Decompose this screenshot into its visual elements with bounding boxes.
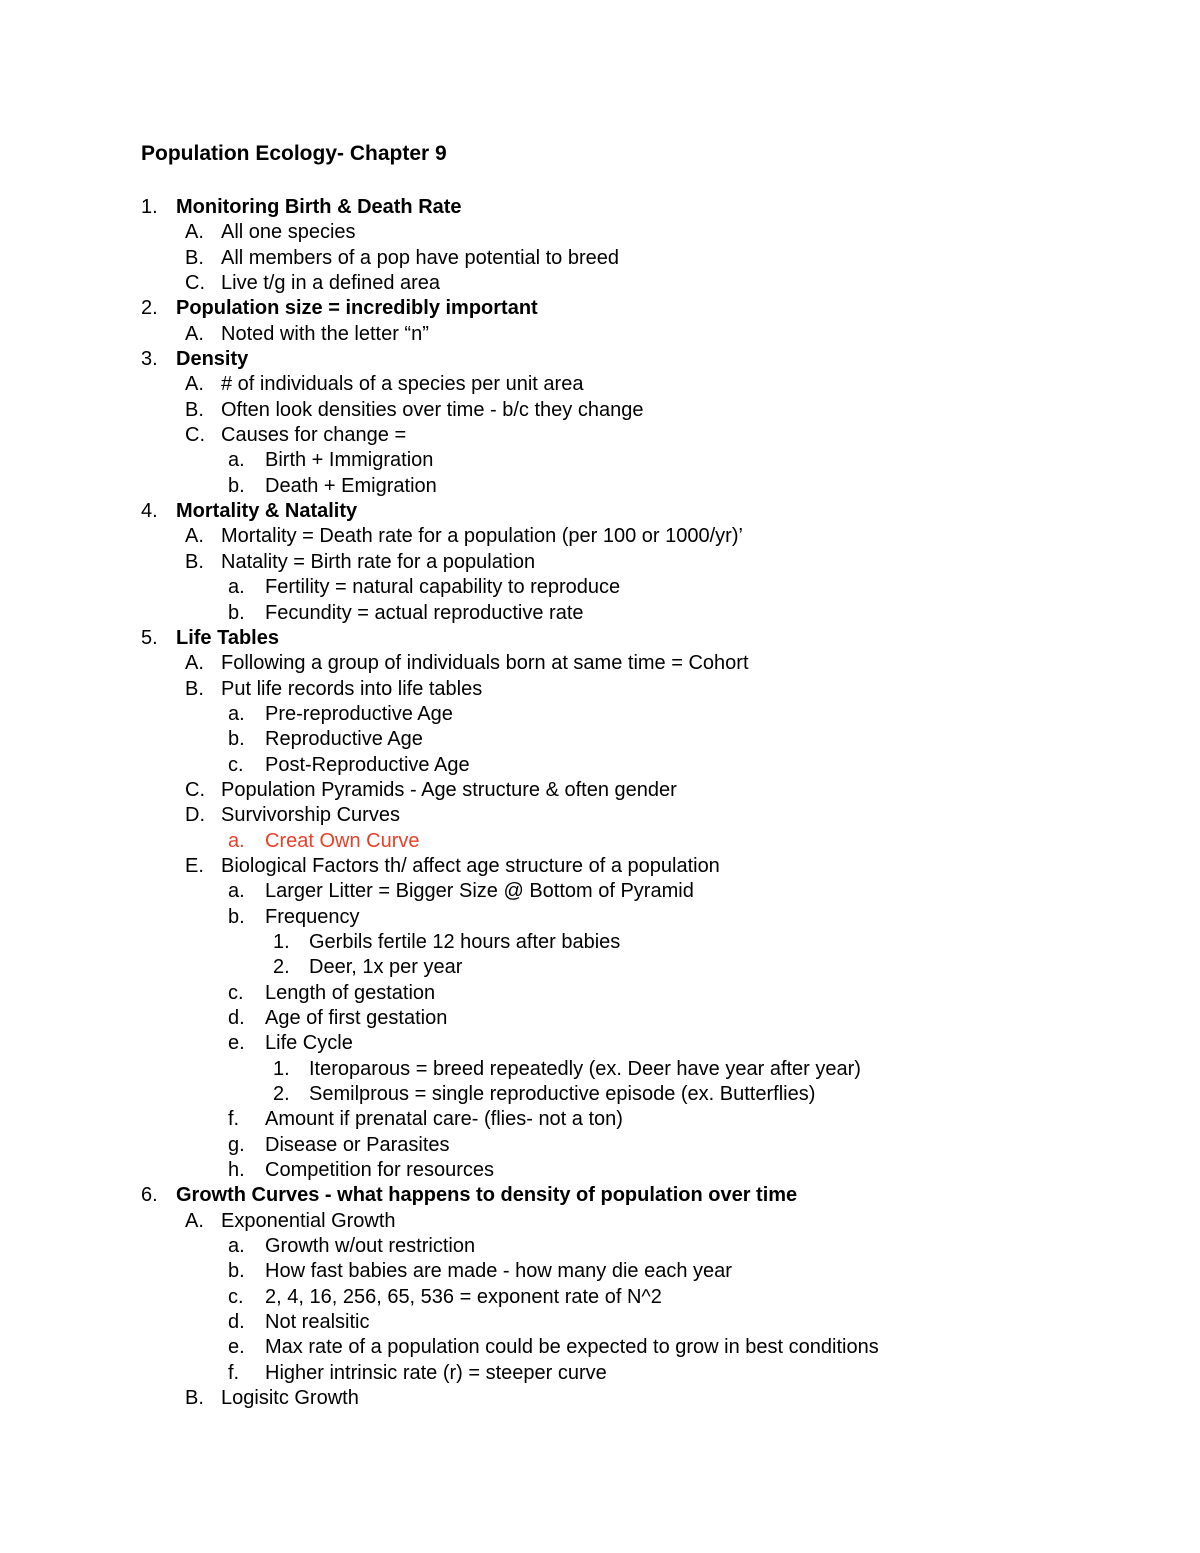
outline-text: Death + Emigration	[265, 474, 437, 497]
outline-marker: d.	[228, 1007, 245, 1029]
outline-text: Pre-reproductive Age	[265, 702, 453, 725]
outline-text: Population Pyramids - Age structure & often gender	[221, 778, 677, 801]
outline-marker: A.	[185, 373, 204, 396]
outline-item-level-3	[0, 1133, 1200, 1158]
outline-text: Growth Curves - what happens to density of population over time	[176, 1184, 798, 1207]
outline-marker: 4.	[141, 500, 158, 523]
outline-item-level-3	[0, 981, 1200, 1006]
outline-list	[0, 195, 1200, 1412]
outline-marker: 3.	[141, 348, 158, 371]
outline-item-level-3	[0, 1107, 1200, 1132]
document-title: Population Ecology- Chapter 9	[141, 142, 447, 165]
outline-marker: b.	[228, 474, 245, 497]
outline-text: Causes for change =	[221, 424, 407, 447]
outline-item-level-2	[0, 423, 1200, 448]
outline-marker: c.	[228, 981, 244, 1004]
outline-marker: 5.	[141, 626, 158, 649]
outline-text: Fertility = natural capability to reproduce	[265, 576, 621, 599]
outline-marker: A.	[185, 652, 204, 675]
outline-text: Noted with the letter “n”	[221, 322, 429, 345]
outline-text: Amount if prenatal care- (flies- not a ton)	[265, 1108, 623, 1131]
outline-item-level-3	[0, 448, 1200, 473]
outline-item-level-3	[0, 1234, 1200, 1259]
outline-item-level-3	[0, 1285, 1200, 1310]
outline-item-level-3	[0, 601, 1200, 626]
outline-text: # of individuals of a species per unit area	[221, 373, 584, 396]
outline-item-level-4	[0, 1082, 1200, 1107]
outline-item-level-4	[0, 930, 1200, 955]
outline-marker: a.	[228, 829, 245, 852]
outline-item-level-2	[0, 778, 1200, 803]
outline-text: Following a group of individuals born at same time = Cohort	[221, 652, 749, 675]
outline-item-level-2	[0, 651, 1200, 676]
outline-marker: f.	[228, 1108, 240, 1131]
outline-marker: a.	[228, 880, 245, 903]
outline-marker: d.	[228, 1311, 245, 1334]
outline-marker: 2.	[273, 1083, 290, 1106]
outline-marker: A.	[185, 525, 204, 548]
outline-text: Monitoring Birth & Death Rate	[176, 196, 462, 218]
outline-text: Age of first gestation	[265, 1007, 448, 1029]
outline-item-level-2	[0, 854, 1200, 879]
outline-marker: f.	[228, 1361, 240, 1384]
outline-text: Creat Own Curve	[265, 829, 420, 852]
outline-marker: A.	[185, 1209, 204, 1232]
outline-text: 2, 4, 16, 256, 65, 536 = exponent rate of N^2	[265, 1285, 662, 1308]
outline-item-level-1	[0, 1183, 1200, 1208]
outline-marker: E.	[185, 854, 204, 877]
outline-item-level-3	[0, 1361, 1200, 1386]
outline-marker: a.	[228, 1235, 245, 1258]
outline-text: Density	[176, 348, 249, 371]
outline-item-level-3	[0, 829, 1200, 854]
outline-text: Iteroparous = breed repeatedly (ex. Deer have year after year)	[309, 1057, 861, 1080]
outline-marker: B.	[185, 246, 204, 269]
outline-item-level-3	[0, 1335, 1200, 1360]
outline-text: Not realsitic	[265, 1311, 370, 1334]
outline-marker: B.	[185, 1387, 204, 1410]
outline-item-level-3	[0, 1259, 1200, 1284]
outline-marker: D.	[185, 804, 205, 827]
outline-marker: A.	[185, 322, 204, 345]
outline-text: Semilprous = single reproductive episode (ex. Butterflies)	[309, 1083, 816, 1106]
outline-item-level-4	[0, 955, 1200, 980]
outline-text: Population size = incredibly important	[176, 297, 538, 320]
outline-marker: B.	[185, 398, 204, 421]
outline-marker: C.	[185, 424, 205, 447]
outline-marker: 1.	[273, 930, 290, 953]
outline-text: Life Cycle	[265, 1032, 353, 1055]
outline-item-level-3	[0, 575, 1200, 600]
outline-marker: 6.	[141, 1184, 158, 1207]
outline-item-level-3	[0, 702, 1200, 727]
outline-text: Birth + Immigration	[265, 449, 434, 472]
outline-text: Exponential Growth	[221, 1209, 396, 1232]
outline-item-level-1	[0, 347, 1200, 372]
outline-marker: g.	[228, 1133, 245, 1156]
outline-marker: b.	[228, 1260, 245, 1283]
outline-text: Survivorship Curves	[221, 804, 400, 827]
outline-item-level-2	[0, 398, 1200, 423]
outline-text: Higher intrinsic rate (r) = steeper curve	[265, 1361, 607, 1384]
outline-text: Logisitc Growth	[221, 1387, 359, 1410]
outline-text: Growth w/out restriction	[265, 1235, 476, 1258]
outline-text: Natality = Birth rate for a population	[221, 550, 536, 573]
outline-item-level-3	[0, 879, 1200, 904]
outline-text: Reproductive Age	[265, 728, 423, 751]
outline-text: Often look densities over time - b/c they change	[221, 398, 644, 421]
outline-item-level-3	[0, 474, 1200, 499]
outline-text: Length of gestation	[265, 981, 436, 1004]
outline-item-level-2	[0, 220, 1200, 245]
outline-marker: A.	[185, 221, 204, 244]
outline-marker: c.	[228, 753, 244, 776]
outline-text: Put life records into life tables	[221, 677, 483, 700]
outline-marker: B.	[185, 677, 204, 700]
outline-text: Disease or Parasites	[265, 1133, 450, 1156]
outline-text: Live t/g in a defined area	[221, 272, 441, 295]
outline-item-level-2	[0, 1386, 1200, 1411]
outline-marker: 1.	[141, 196, 158, 218]
outline-item-level-3	[0, 1310, 1200, 1335]
outline-item-level-2	[0, 372, 1200, 397]
outline-text: How fast babies are made - how many die each year	[265, 1260, 732, 1283]
outline-text: Mortality = Death rate for a population (per 100 or 1000/yr)’	[221, 525, 743, 548]
outline-item-level-2	[0, 677, 1200, 702]
outline-text: Larger Litter = Bigger Size @ Bottom of Pyramid	[265, 880, 694, 903]
outline-item-level-2	[0, 271, 1200, 296]
outline-marker: B.	[185, 550, 204, 573]
outline-item-level-2	[0, 550, 1200, 575]
outline-marker: c.	[228, 1285, 244, 1308]
outline-marker: 2.	[141, 297, 158, 320]
outline-marker: 2.	[273, 956, 290, 979]
outline-item-level-2	[0, 246, 1200, 271]
outline-marker: b.	[228, 728, 245, 751]
outline-item-level-3	[0, 753, 1200, 778]
outline-text: Post-Reproductive Age	[265, 753, 470, 776]
outline-marker: b.	[228, 905, 245, 928]
outline-marker: C.	[185, 778, 205, 801]
outline-marker: h.	[228, 1159, 245, 1182]
outline-marker: e.	[228, 1336, 245, 1359]
outline-marker: e.	[228, 1032, 245, 1055]
outline-text: Mortality & Natality	[176, 500, 358, 523]
outline-item-level-3	[0, 1031, 1200, 1056]
outline-item-level-3	[0, 727, 1200, 752]
outline-item-level-1	[0, 499, 1200, 524]
outline-text: Frequency	[265, 905, 360, 928]
outline-item-level-3	[0, 905, 1200, 930]
outline-text: Gerbils fertile 12 hours after babies	[309, 930, 621, 953]
outline-marker: b.	[228, 601, 245, 624]
outline-item-level-2	[0, 322, 1200, 347]
outline-item-level-1	[0, 626, 1200, 651]
outline-item-level-3	[0, 1158, 1200, 1183]
outline-text: All members of a pop have potential to breed	[221, 246, 620, 269]
outline-item-level-1	[0, 195, 1200, 220]
outline-item-level-2	[0, 803, 1200, 828]
outline-marker: C.	[185, 272, 205, 295]
outline-marker: a.	[228, 576, 245, 599]
outline-item-level-4	[0, 1057, 1200, 1082]
outline-marker: a.	[228, 702, 245, 725]
outline-text: Biological Factors th/ affect age structure of a population	[221, 854, 720, 877]
outline-item-level-2	[0, 524, 1200, 549]
outline-text: Max rate of a population could be expected to grow in best conditions	[265, 1336, 879, 1359]
outline-text: Fecundity = actual reproductive rate	[265, 601, 584, 624]
outline-item-level-2	[0, 1209, 1200, 1234]
outline-item-level-1	[0, 296, 1200, 321]
outline-text: Competition for resources	[265, 1159, 494, 1182]
outline-item-level-3	[0, 1006, 1200, 1031]
outline-text: Deer, 1x per year	[309, 956, 463, 979]
outline-marker: a.	[228, 449, 245, 472]
outline-text: Life Tables	[176, 626, 279, 649]
outline-marker: 1.	[273, 1057, 290, 1080]
outline-text: All one species	[221, 221, 356, 244]
